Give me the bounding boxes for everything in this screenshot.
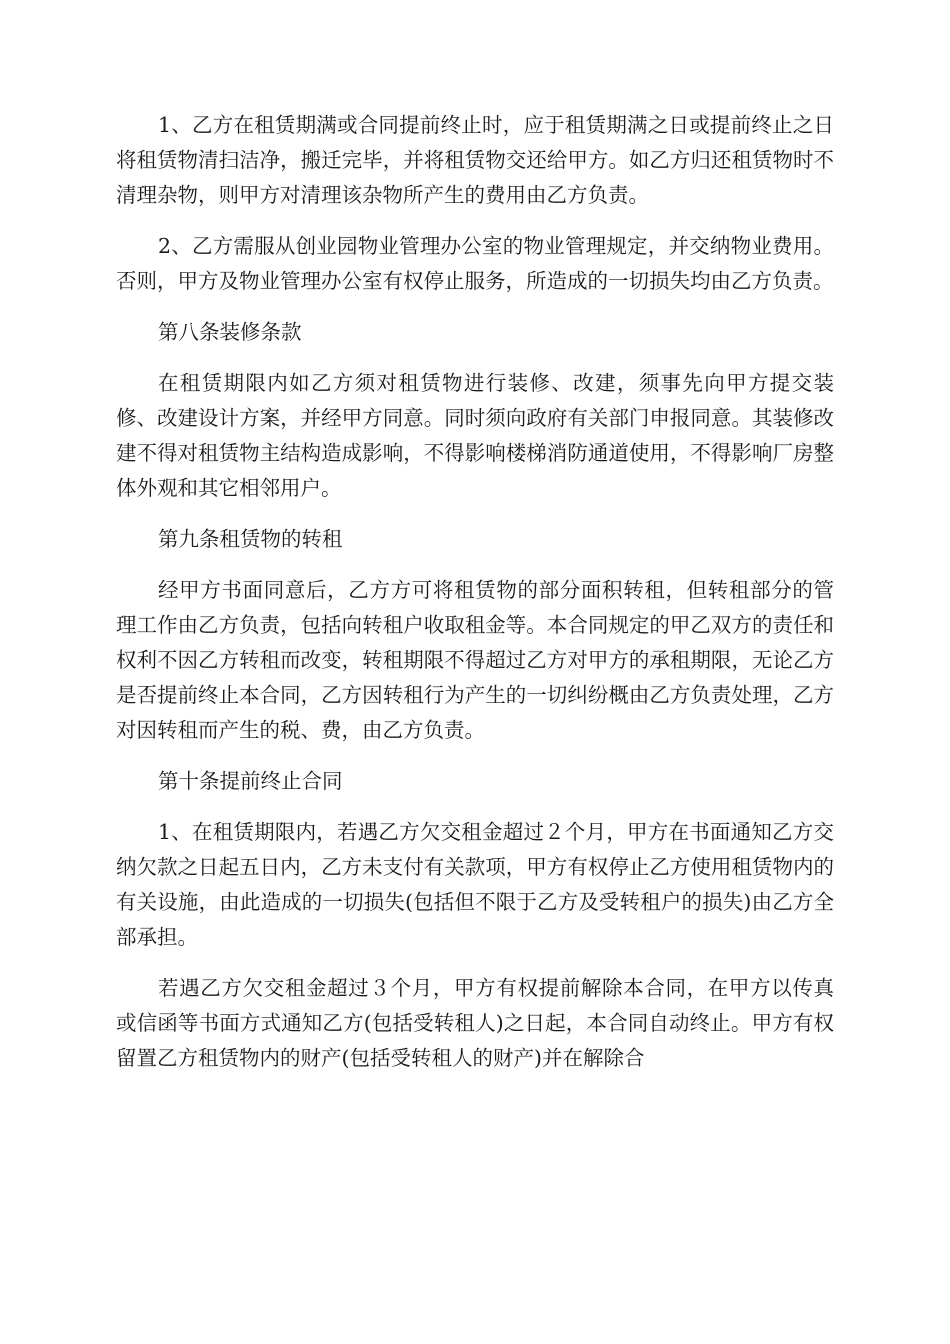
clause-10-item-2-paragraph: 若遇乙方欠交租金超过３个月，甲方有权提前解除本合同，在甲方以传真或信函等书面方式通知乙方(包括受转租人)之日起，本合同自动终止。甲方有权留置乙方租赁物内的财产(包括受转租人的财产)并在解除合	[116, 976, 834, 1070]
clause-7-item-2-paragraph: 2、乙方需服从创业园物业管理办公室的物业管理规定，并交纳物业费用。否则，甲方及物业管理办公室有权停止服务，所造成的一切损失均由乙方负责。	[116, 234, 834, 293]
clause-8-paragraph: 在租赁期限内如乙方须对租赁物进行装修、改建，须事先向甲方提交装修、改建设计方案，并经甲方同意。同时须向政府有关部门申报同意。其装修改建不得对租赁物主结构造成影响，不得影响楼梯消防通道使用，不得影响厂房整体外观和其它相邻用户。	[116, 371, 834, 500]
clause-9-paragraph: 经甲方书面同意后，乙方方可将租赁物的部分面积转租，但转租部分的管理工作由乙方负责，包括向转租户收取租金等。本合同规定的甲乙双方的责任和权利不因乙方转租而改变，转租期限不得超过乙方对甲方的承租期限，无论乙方是否提前终止本合同，乙方因转租行为产生的一切纠纷概由乙方负责处理，乙方对因转租而产生的税、费，由乙方负责。	[116, 578, 834, 742]
clause-7-item-1-paragraph: 1、乙方在租赁期满或合同提前终止时，应于租赁期满之日或提前终止之日将租赁物清扫洁净，搬迁完毕，并将租赁物交还给甲方。如乙方归还租赁物时不清理杂物，则甲方对清理该杂物所产生的费用由乙方负责。	[116, 113, 834, 207]
clause-10-item-1-paragraph: 1、在租赁期限内，若遇乙方欠交租金超过２个月，甲方在书面通知乙方交纳欠款之日起五日内，乙方未支付有关款项，甲方有权停止乙方使用租赁物内的有关设施，由此造成的一切损失(包括但不限于乙方及受转租户的损失)由乙方全部承担。	[116, 820, 834, 949]
clause-9-heading: 第九条租赁物的转租	[158, 527, 343, 551]
document-page	[116, 108, 834, 1092]
clause-10-heading: 第十条提前终止合同	[158, 769, 343, 793]
clause-8-heading: 第八条装修条款	[158, 320, 302, 344]
